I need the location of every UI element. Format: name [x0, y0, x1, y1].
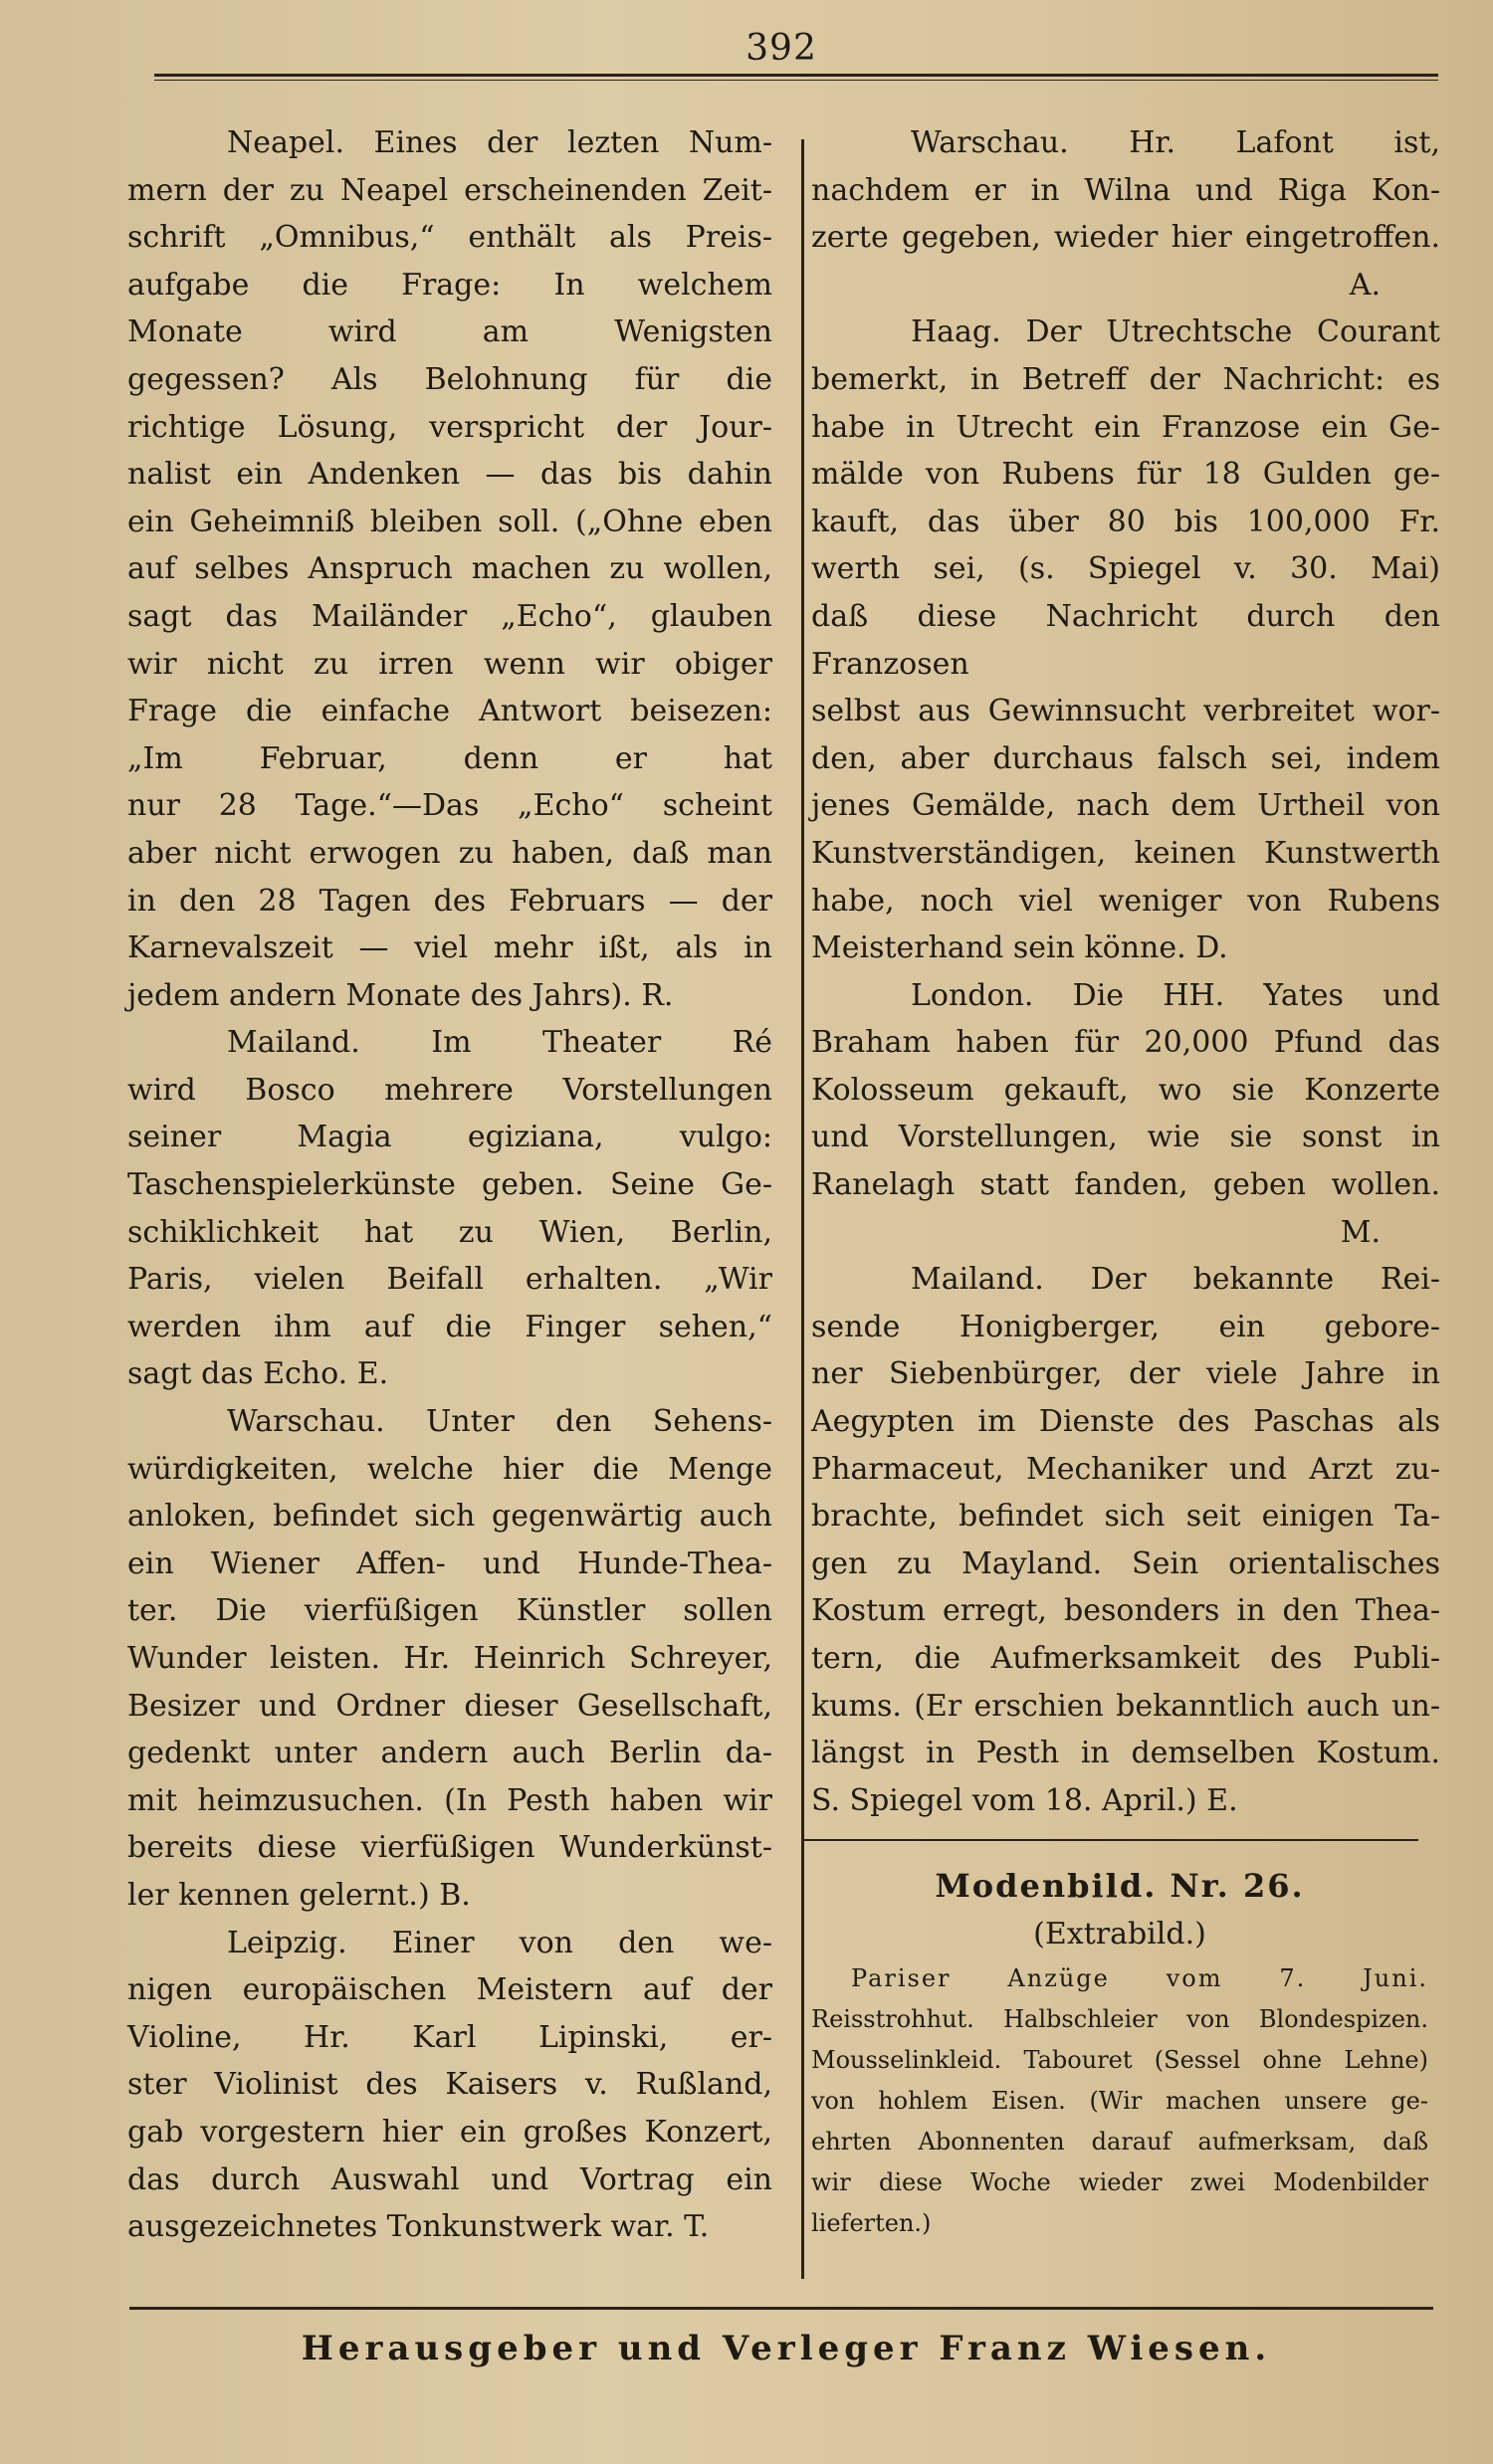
text-line: ter. Die vierfüßigen Künstler sollen: [127, 1593, 772, 1629]
text-line: wird Bosco mehrere Vorstellungen: [127, 1072, 772, 1108]
article-leipzig: [127, 1920, 772, 2251]
modenbild-subtitle: (Extrabild.): [1033, 1917, 1206, 1951]
text-line: Wunder leisten. Hr. Heinrich Schreyer,: [127, 1641, 772, 1676]
article-warschau-lafont: [811, 119, 1440, 308]
text-line: Karnevalszeit — viel mehr ißt, als in: [127, 930, 772, 966]
text-line: Taschenspielerkünste geben. Seine Ge-: [127, 1167, 772, 1203]
article-neapel: [127, 119, 772, 1019]
text-line: Violine, Hr. Karl Lipinski, er-: [127, 2019, 772, 2055]
text-line: gab vorgestern hier ein großes Konzert,: [127, 2114, 772, 2150]
text-line: habe in Utrecht ein Franzose ein Ge-: [811, 409, 1440, 445]
text-line: „Im Februar, denn er hat: [127, 740, 772, 776]
text-line: gegessen? Als Belohnung für die: [127, 361, 772, 397]
article-mailand-honigberger: [811, 1256, 1440, 1824]
article-mailand-bosco: [127, 1019, 772, 1398]
text-line: sagt das Mailänder „Echo“, glauben: [127, 598, 772, 634]
text-line: A.: [1349, 267, 1381, 303]
text-line: längst in Pesth in demselben Kostum.: [811, 1736, 1440, 1771]
text-line: aufgabe die Frage: In welchem: [127, 267, 772, 303]
text-line: kums. (Er erschien bekanntlich auch un-: [811, 1688, 1440, 1724]
modenbild-line: lieferten.): [811, 2209, 932, 2237]
article-haag: [811, 308, 1440, 971]
text-line: tern, die Aufmerksamkeit des Publi-: [811, 1641, 1440, 1676]
text-line: Meisterhand sein könne. D.: [811, 930, 1228, 966]
text-line: nigen europäischen Meistern auf der: [127, 1972, 772, 2008]
text-line: nur 28 Tage.“—Das „Echo“ scheint: [127, 788, 772, 824]
text-line: Braham haben für 20,000 Pfund das: [811, 1025, 1440, 1061]
text-line: nalist ein Andenken — das bis dahin: [127, 457, 772, 493]
text-line: sende Honigberger, ein gebore-: [811, 1309, 1440, 1344]
modenbild-line: Mousselinkleid. Tabouret (Sessel ohne Lehne): [811, 2046, 1428, 2074]
text-line: anloken, befindet sich gegenwärtig auch: [127, 1499, 772, 1535]
text-line: Haag. Der Utrechtsche Courant: [911, 314, 1440, 350]
modenbild-line: wir diese Woche wieder zwei Modenbilder: [811, 2168, 1428, 2196]
modenbild-body: [811, 1958, 1428, 2244]
text-line: mern der zu Neapel erscheinenden Zeit-: [127, 172, 772, 208]
text-line: S. Spiegel vom 18. April.) E.: [811, 1782, 1238, 1818]
text-line: ster Violinist des Kaisers v. Rußland,: [127, 2067, 772, 2103]
text-line: Mailand. Der bekannte Rei-: [911, 1262, 1440, 1298]
text-line: Leipzig. Einer von den we-: [227, 1925, 772, 1960]
left-column: [127, 119, 772, 2251]
column-divider: [801, 139, 804, 2279]
modenbild-section: [811, 1861, 1428, 2244]
text-line: seiner Magia egiziana, vulgo:: [127, 1120, 772, 1155]
text-line: in den 28 Tagen des Februars — der: [127, 883, 772, 919]
text-line: nachdem er in Wilna und Riga Kon-: [811, 172, 1440, 208]
text-line: werth sei, (s. Spiegel v. 30. Mai): [811, 551, 1440, 587]
text-line: Mailand. Im Theater Ré: [227, 1025, 772, 1061]
page-number: 392: [746, 28, 817, 69]
text-line: kauft, das über 80 bis 100,000 Fr.: [811, 504, 1440, 539]
text-line: ler kennen gelernt.) B.: [127, 1877, 471, 1913]
text-line: auf selbes Anspruch machen zu wollen,: [127, 551, 772, 587]
text-line: und Vorstellungen, wie sie sonst in: [811, 1120, 1440, 1155]
text-line: mit heimzusuchen. (In Pesth haben wir: [127, 1782, 772, 1818]
text-line: Paris, vielen Beifall erhalten. „Wir: [127, 1262, 772, 1298]
text-line: zerte gegeben, wieder hier eingetroffen.: [811, 220, 1440, 256]
text-line: Kostum erregt, besonders in den Thea-: [811, 1593, 1440, 1629]
modenbild-line: Reisstrohhut. Halbschleier von Blondespizen.: [811, 2005, 1428, 2033]
article-london: [811, 972, 1440, 1257]
right-column: [811, 119, 1440, 1824]
text-line: Ranelagh statt fanden, geben wollen.: [811, 1167, 1440, 1203]
text-line: Besizer und Ordner dieser Gesellschaft,: [127, 1688, 772, 1724]
text-line: bemerkt, in Betreff der Nachricht: es: [811, 361, 1440, 397]
text-line: ein Wiener Affen- und Hunde-Thea-: [127, 1545, 772, 1581]
text-line: bereits diese vierfüßigen Wunderkünst-: [127, 1830, 772, 1866]
text-line: jedem andern Monate des Jahrs). R.: [127, 977, 674, 1013]
text-line: selbst aus Gewinnsucht verbreitet wor-: [811, 694, 1440, 729]
text-line: Kunstverständigen, keinen Kunstwerth: [811, 835, 1440, 871]
text-line: Monate wird am Wenigsten: [127, 314, 772, 350]
text-line: Neapel. Eines der lezten Num-: [227, 125, 772, 160]
modenbild-line: von hohlem Eisen. (Wir machen unsere ge-: [811, 2087, 1428, 2115]
footer-rule: [129, 2307, 1433, 2310]
text-line: wir nicht zu irren wenn wir obiger: [127, 646, 772, 682]
text-line: Warschau. Unter den Sehens-: [227, 1404, 772, 1440]
text-line: London. Die HH. Yates und: [911, 977, 1440, 1013]
text-line: gen zu Mayland. Sein orientalisches: [811, 1545, 1440, 1581]
text-line: würdigkeiten, welche hier die Menge: [127, 1451, 772, 1487]
text-line: aber nicht erwogen zu haben, daß man: [127, 835, 772, 871]
text-line: Frage die einfache Antwort beisezen:: [127, 694, 772, 729]
text-line: schiklichkeit hat zu Wien, Berlin,: [127, 1214, 772, 1250]
text-line: gedenkt unter andern auch Berlin da-: [127, 1736, 772, 1771]
publisher-footer: Herausgeber und Verleger Franz Wiesen.: [301, 2329, 1272, 2368]
text-line: Aegypten im Dienste des Paschas als: [811, 1404, 1440, 1440]
text-line: mälde von Rubens für 18 Gulden ge-: [811, 457, 1440, 493]
text-line: richtige Lösung, verspricht der Jour-: [127, 409, 772, 445]
text-line: schrift „Omnibus,“ enthält als Preis-: [127, 220, 772, 256]
text-line: ausgezeichnetes Tonkunstwerk war. T.: [127, 2209, 710, 2245]
text-line: Warschau. Hr. Lafont ist,: [911, 125, 1440, 160]
text-line: jenes Gemälde, nach dem Urtheil von: [811, 788, 1440, 824]
text-line: sagt das Echo. E.: [127, 1356, 389, 1392]
text-line: werden ihm auf die Finger sehen,“: [127, 1309, 772, 1344]
text-line: ein Geheimniß bleiben soll. („Ohne eben: [127, 504, 772, 539]
text-line: brachte, befindet sich seit einigen Ta-: [811, 1499, 1440, 1535]
text-line: den, aber durchaus falsch sei, indem: [811, 740, 1440, 776]
text-line: das durch Auswahl und Vortrag ein: [127, 2161, 772, 2197]
modenbild-rule: [801, 1839, 1418, 1841]
header-rule: [154, 74, 1438, 77]
article-warschau-affen: [127, 1398, 772, 1920]
text-line: ner Siebenbürger, der viele Jahre in: [811, 1356, 1440, 1392]
modenbild-line: ehrten Abonnenten darauf aufmerksam, daß: [811, 2128, 1428, 2156]
text-line: Pharmaceut, Mechaniker und Arzt zu-: [811, 1451, 1440, 1487]
modenbild-line: Pariser Anzüge vom 7. Juni.: [851, 1964, 1428, 1992]
text-line: M.: [1340, 1214, 1381, 1250]
modenbild-title: Modenbild. Nr. 26.: [935, 1867, 1305, 1905]
text-line: Kolosseum gekauft, wo sie Konzerte: [811, 1072, 1440, 1108]
header-rule-thin: [154, 80, 1438, 81]
text-line: daß diese Nachricht durch den Franzosen: [811, 598, 1440, 682]
text-line: habe, noch viel weniger von Rubens: [811, 883, 1440, 919]
